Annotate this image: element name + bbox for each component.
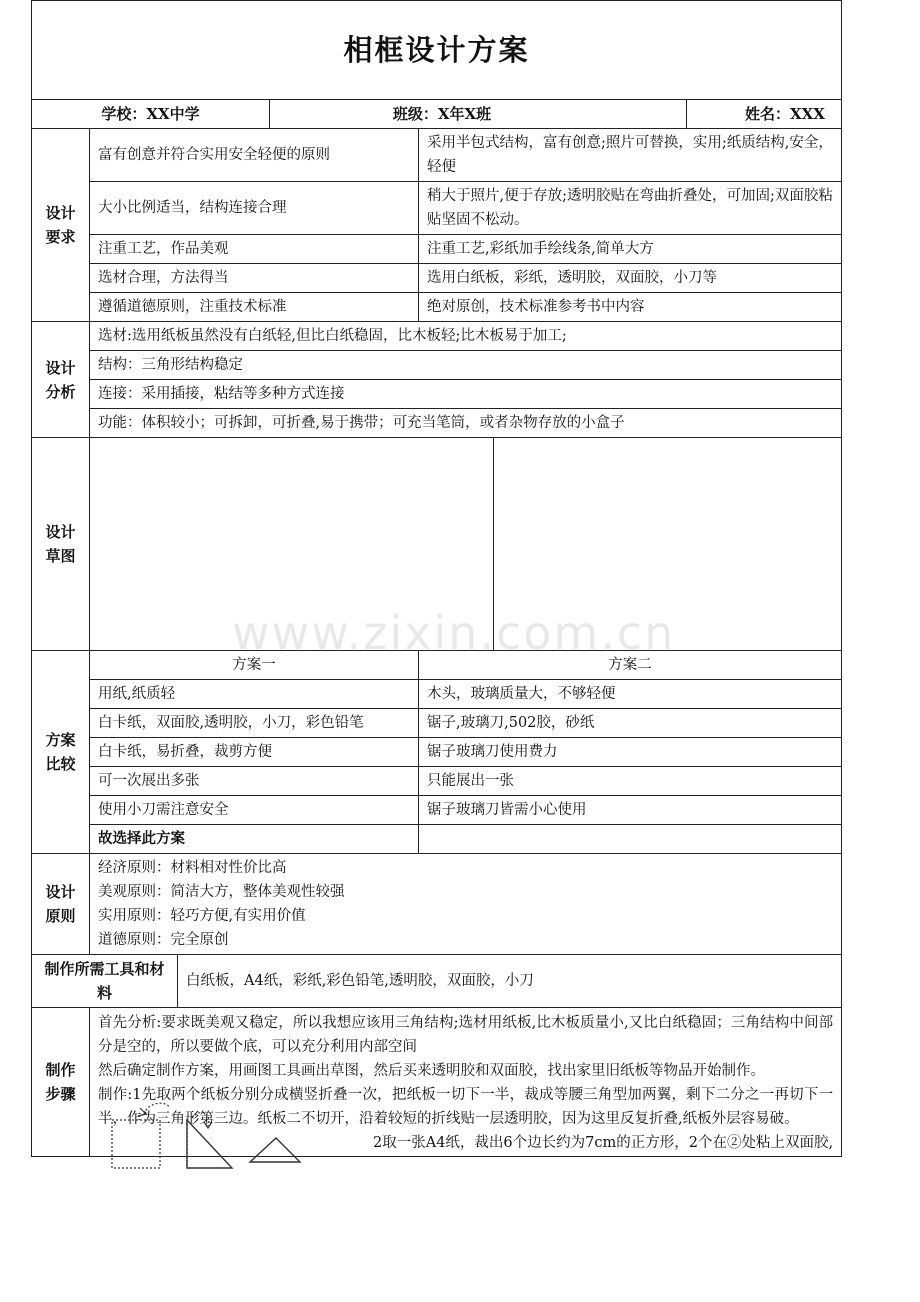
plan-choice: 故选择此方案	[90, 825, 419, 854]
watermark: www.zixin.com.cn	[232, 606, 676, 660]
principle-line: 实用原则：轻巧方便,有实用价值	[98, 908, 306, 924]
requirement-solution: 注重工艺,彩纸加手绘线条,简单大方	[419, 235, 842, 264]
plan-b-cell: 只能展出一张	[419, 767, 842, 796]
sketch-pane-left	[90, 438, 494, 650]
plan-b-cell: 锯子玻璃刀皆需小心使用	[419, 796, 842, 825]
analysis-row: 结构：三角形结构稳定	[90, 351, 842, 380]
step-paragraph: 2取一张A4纸，裁出6个边长约为7cm的正方形，2个在②处粘上双面胶,	[373, 1135, 834, 1151]
plan-a-cell: 白卡纸，易折叠，裁剪方便	[90, 738, 419, 767]
requirement-item: 选材合理，方法得当	[90, 264, 419, 293]
step-paragraph: 然后确定制作方案，用画图工具画出草图，然后买来透明胶和双面胶，找出家里旧纸板等物品开始制作。	[98, 1063, 765, 1079]
dashed-square-icon	[112, 1103, 170, 1168]
steps-label: 制作 步骤	[32, 1008, 90, 1157]
compare-label: 方案 比较	[32, 651, 90, 854]
requirement-item: 遵循道德原则，注重技术标准	[90, 293, 419, 322]
class-field: 班级：X年X班	[270, 100, 687, 129]
tools-label: 制作所需工具和材料	[32, 955, 178, 1008]
plan-a-header: 方案一	[90, 651, 419, 680]
requirement-solution: 选用白纸板，彩纸，透明胶，双面胶，小刀等	[419, 264, 842, 293]
folded-triangle-icon	[187, 1112, 232, 1168]
requirements-label: 设计 要求	[32, 129, 90, 322]
plan-b-cell: 锯子,玻璃刀,502胶，砂纸	[419, 709, 842, 738]
step-paragraph: 制作:1先取两个纸板分别分成横竖折叠一次，把纸板一切下一半，裁成等腰三角型加两翼，剩下二分之一再切下一半，作为三角形第三边。纸板二不切开，沿着较短的折线贴一层透明胶，因为这里反复折叠,纸板外层容易破。	[98, 1087, 834, 1127]
requirement-solution: 稍大于照片,便于存放;透明胶贴在弯曲折叠处，可加固;双面胶粘贴坚固不松动。	[419, 182, 842, 235]
tools-value: 白纸板，A4纸，彩纸,彩色铅笔,透明胶，双面胶，小刀	[178, 955, 842, 1008]
plan-b-header: 方案二	[419, 651, 842, 680]
page-title: 相框设计方案	[32, 1, 842, 100]
requirement-item: 注重工艺，作品美观	[90, 235, 419, 264]
plan-b-cell: 锯子玻璃刀使用费力	[419, 738, 842, 767]
principles-list	[90, 854, 842, 955]
principles-label: 设计 原则	[32, 854, 90, 955]
sketch-label: 设计 草图	[32, 438, 90, 651]
triangle-icon	[250, 1138, 300, 1162]
analysis-row: 连接：采用插接，粘结等多种方式连接	[90, 380, 842, 409]
principle-line: 道德原则：完全原创	[98, 932, 229, 948]
analysis-row: 功能：体积较小；可拆卸，可折叠,易于携带；可充当笔筒，或者杂物存放的小盒子	[90, 409, 842, 438]
sketch-area	[90, 438, 842, 651]
sketch-pane-right	[494, 438, 841, 650]
step-paragraph: 首先分析:要求既美观又稳定，所以我想应该用三角结构;选材用纸板,比木板质量小,又比白纸稳固；三角结构中间部分是空的，所以要做个底，可以充分利用内部空间	[98, 1015, 834, 1055]
principle-line: 美观原则：简洁大方，整体美观性较强	[98, 884, 345, 900]
name-field: 姓名：XXX	[687, 100, 842, 129]
analysis-row: 选材:选用纸板虽然没有白纸轻,但比白纸稳固，比木板轻;比木板易于加工;	[90, 322, 842, 351]
fold-diagrams	[100, 1098, 320, 1178]
requirement-item: 大小比例适当，结构连接合理	[90, 182, 419, 235]
school-field: 学校：XX中学	[32, 100, 270, 129]
requirement-solution: 采用半包式结构，富有创意;照片可替换，实用;纸质结构,安全，轻便	[419, 129, 842, 182]
principle-line: 经济原则：材料相对性价比高	[98, 860, 287, 876]
plan-b-empty	[419, 825, 842, 854]
requirement-item: 富有创意并符合实用安全轻便的原则	[90, 129, 419, 182]
design-sheet	[31, 0, 841, 1157]
plan-a-cell: 使用小刀需注意安全	[90, 796, 419, 825]
plan-a-cell: 白卡纸，双面胶,透明胶，小刀，彩色铅笔	[90, 709, 419, 738]
analysis-label: 设计 分析	[32, 322, 90, 438]
plan-b-cell: 木头，玻璃质量大，不够轻便	[419, 680, 842, 709]
requirement-solution: 绝对原创，技术标准参考书中内容	[419, 293, 842, 322]
plan-a-cell: 可一次展出多张	[90, 767, 419, 796]
design-table	[31, 0, 842, 1157]
plan-a-cell: 用纸,纸质轻	[90, 680, 419, 709]
